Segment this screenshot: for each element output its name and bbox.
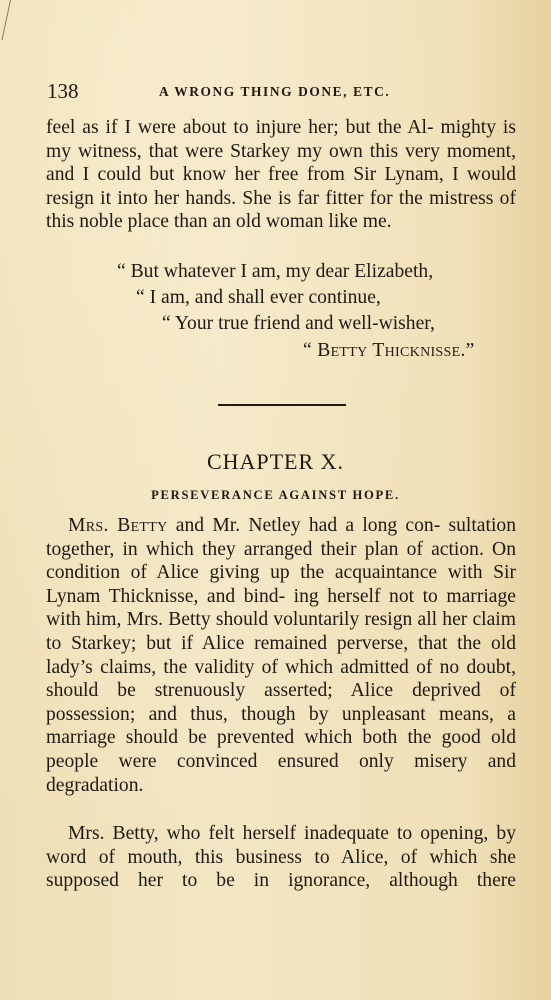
text-line: a marriage should be prevented which both the good [46,703,516,749]
text-line: mighty is my witness, that were Starkey my own [46,117,516,162]
text-line: degradation. [46,774,144,796]
text-line: sultation together, in which they arranged their [46,515,516,560]
body-paragraph [46,514,516,797]
section-divider [218,404,346,406]
body-paragraph [46,822,516,893]
text-line: by word of mouth, this business to Alice, of which [46,823,516,868]
text-line: and Mr. Netley had a long con- [167,515,441,536]
page-header [47,80,513,102]
text-line: this very moment, and I could but know her free from [46,140,516,186]
page-edge-mark [0,0,11,40]
text-line: but if Alice remained perverse, that the old lady’s [46,632,516,678]
letter-sign-line: “ I am, and shall ever continue, [136,287,381,308]
letter-signature: “ Betty Thicknisse.” [303,340,475,361]
text-line: possession; and thus, though by unpleasant means, [46,703,494,725]
chapter-subtitle: PERSEVERANCE AGAINST HOPE. [151,488,400,502]
text-line: Sir Lynam, I would resign it into her hands. She [46,164,516,209]
text-line: claims, the validity of which admitted of no doubt, [100,656,516,678]
text-line: old people were convinced ensured only misery and [46,727,516,772]
name-small-caps: Mrs. Betty [68,515,168,536]
letter-sign-line: “ But whatever I am, my dear Elizabeth, [117,261,434,282]
letter-sign-line: “ Your true friend and well-wisher, [162,313,435,334]
text-line: she supposed her to be in ignorance, although there [46,846,516,892]
text-line: an old woman like me. [212,211,392,233]
text-line: ing herself not to marriage with him, Mrs. Betty [46,585,516,631]
letter-paragraph [46,116,516,234]
text-line: acquaintance with Sir Lynam Thicknisse, and bind- [46,562,516,607]
text-line: plan of action. On condition of Alice giving up the [46,538,516,584]
running-head: A WRONG THING DONE, ETC. [159,84,391,99]
text-line: feel as if I were about to injure her; but the Al- [46,117,434,138]
text-line: Mrs. Betty, who felt herself inadequate to opening, [68,823,489,844]
text-line: should be strenuously asserted; Alice deprived of [46,680,516,702]
chapter-title: CHAPTER X. [206,449,345,474]
page-number: 138 [47,79,79,103]
text-line: is far fitter for the mistress of this noble place than [46,187,516,233]
text-line: should voluntarily resign all her claim to Starkey; [46,609,516,654]
